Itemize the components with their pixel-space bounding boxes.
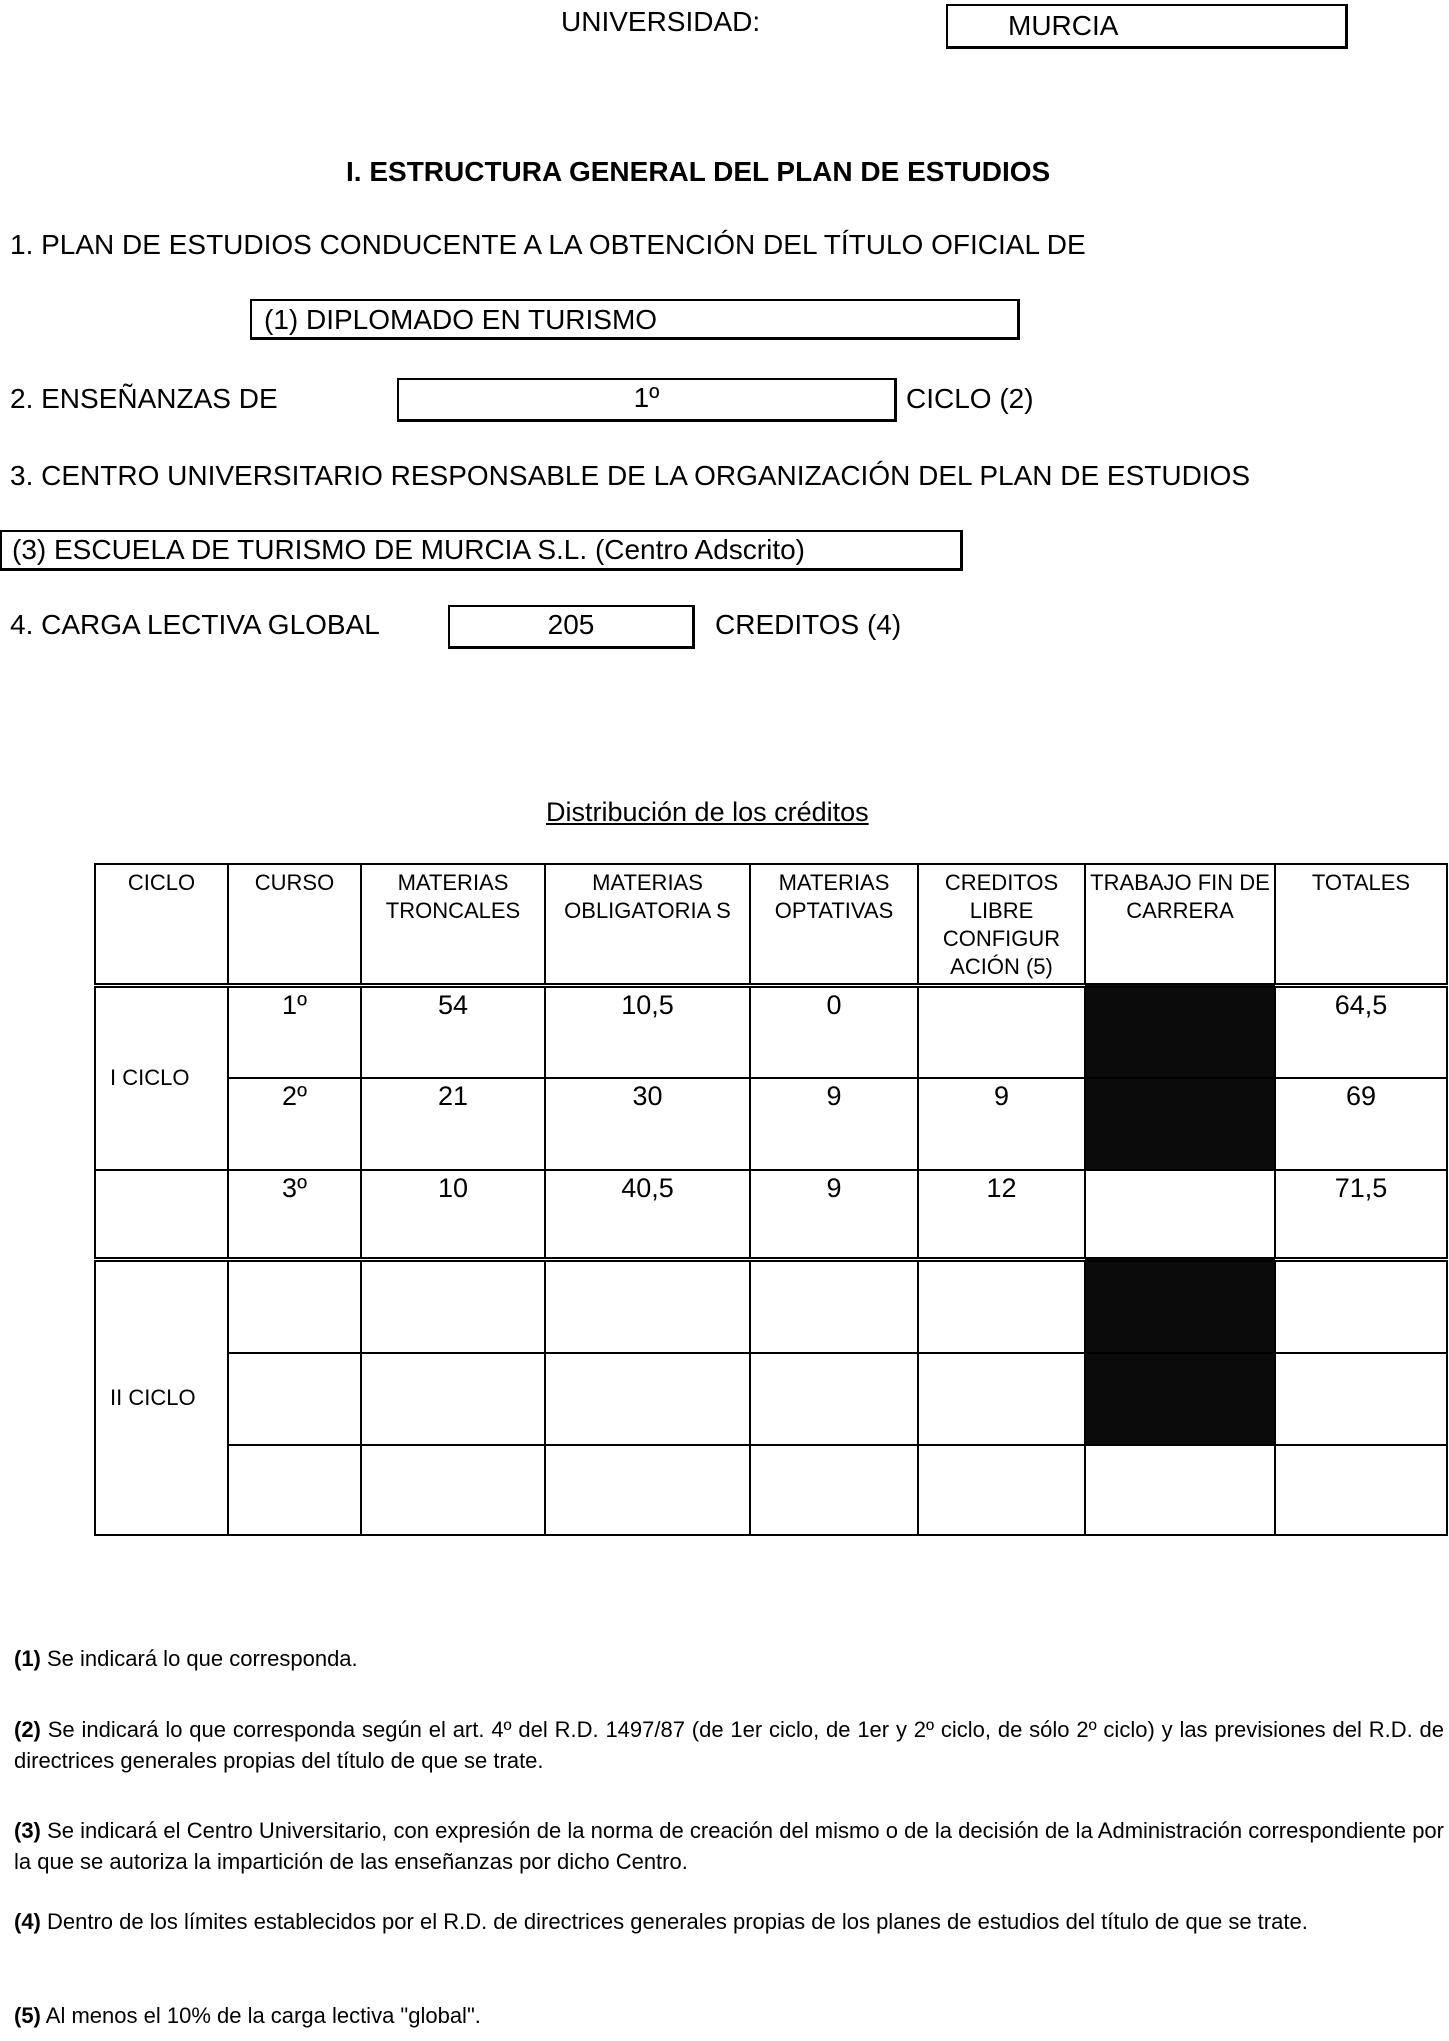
footnote-2: [14, 1714, 1444, 1776]
cell-trabajo: [1085, 1170, 1275, 1259]
cell-empty: [918, 1259, 1085, 1353]
footnote-2-text: Se indicará lo que corresponda según el art. 4º del R.D. 1497/87 (de 1er ciclo, de 1er y 2º ciclo, de sólo 2º ciclo) y las previsiones del R.D. de directrices generales propias del título de que se trate.: [14, 1717, 1444, 1773]
table-row: [95, 1353, 1447, 1445]
cell-trabajo-shaded: [1085, 1353, 1275, 1445]
cell-curso: 1º: [228, 985, 361, 1078]
header-trabajo-fin-carrera: TRABAJO FIN DE CARRERA: [1085, 864, 1275, 985]
centro-box: [0, 530, 963, 571]
item2-label: 2. ENSEÑANZAS DE: [10, 383, 278, 414]
cell-curso: 3º: [228, 1170, 361, 1259]
header-obligatorias: MATERIAS OBLIGATORIA S: [545, 864, 750, 985]
footnote-1-num: (1): [14, 1646, 41, 1671]
distribution-title: Distribución de los créditos: [546, 797, 869, 827]
cell-troncales: 54: [361, 985, 545, 1078]
cell-trabajo-shaded: [1085, 1078, 1275, 1170]
table-row: [95, 1170, 1447, 1259]
universidad-label: UNIVERSIDAD:: [561, 6, 761, 37]
cell-obligatorias: 10,5: [545, 985, 750, 1078]
cell-totales: 64,5: [1275, 985, 1447, 1078]
footnote-3-text: Se indicará el Centro Universitario, con expresión de la norma de creación del mismo o de la decisión de la Administración correspondiente por la que se autoriza la impartición de las enseñanzas por dicho Centro.: [14, 1818, 1444, 1874]
footnote-5-text: Al menos el 10% de la carga lectiva "global".: [40, 2003, 481, 2028]
footnote-2-num: (2): [14, 1717, 41, 1742]
cell-empty: [361, 1445, 545, 1535]
cell-ciclo-empty: [95, 1170, 228, 1259]
carga-box: [448, 605, 695, 649]
cell-empty: [545, 1445, 750, 1535]
header-troncales: MATERIAS TRONCALES: [361, 864, 545, 985]
cell-empty: [750, 1353, 918, 1445]
ciclo1-label: I CICLO: [95, 985, 228, 1170]
item2-suffix: CICLO (2): [906, 383, 1034, 414]
universidad-value-box: [946, 4, 1348, 49]
cell-empty: [361, 1353, 545, 1445]
table-row: [95, 985, 1447, 1078]
table-row: [95, 1259, 1447, 1353]
footnote-3-num: (3): [14, 1818, 41, 1843]
cell-empty: [545, 1259, 750, 1353]
table-row: [95, 1078, 1447, 1170]
cell-empty: [1275, 1353, 1447, 1445]
cell-obligatorias: 30: [545, 1078, 750, 1170]
cell-empty: [1085, 1445, 1275, 1535]
cell-optativas: 9: [750, 1170, 918, 1259]
cell-libre: 12: [918, 1170, 1085, 1259]
footnote-5: [14, 2000, 1444, 2031]
footnote-4-num: (4): [14, 1909, 41, 1934]
carga-value: 205: [547, 609, 595, 640]
cell-empty: [1275, 1445, 1447, 1535]
cell-empty: [918, 1353, 1085, 1445]
cell-totales: 71,5: [1275, 1170, 1447, 1259]
footnote-4-text: Dentro de los límites establecidos por el R.D. de directrices generales propias de los planes de estudios del título de que se trate.: [40, 1909, 1308, 1934]
table-header-row: [95, 864, 1447, 985]
cell-trabajo-shaded: [1085, 1259, 1275, 1353]
header-libre-configuracion: CREDITOS LIBRE CONFIGUR ACIÓN (5): [918, 864, 1085, 985]
footnote-3: [14, 1815, 1444, 1877]
cell-empty: [228, 1353, 361, 1445]
item1-label: 1. PLAN DE ESTUDIOS CONDUCENTE A LA OBTENCIÓN DEL TÍTULO OFICIAL DE: [10, 229, 1086, 260]
cell-empty: [545, 1353, 750, 1445]
header-curso: CURSO: [228, 864, 361, 985]
cell-optativas: 9: [750, 1078, 918, 1170]
footnote-5-num: (5): [14, 2003, 41, 2028]
cell-optativas: 0: [750, 985, 918, 1078]
cell-empty: [361, 1259, 545, 1353]
titulo-box: [250, 299, 1020, 340]
cell-libre: 9: [918, 1078, 1085, 1170]
cell-trabajo-shaded: [1085, 985, 1275, 1078]
header-ciclo: CICLO: [95, 864, 228, 985]
universidad-value: MURCIA: [1008, 10, 1119, 41]
footnote-4: [14, 1906, 1444, 1937]
cell-libre: [918, 985, 1085, 1078]
cell-empty: [918, 1445, 1085, 1535]
ciclo-value: 1º: [633, 382, 660, 413]
cell-troncales: 10: [361, 1170, 545, 1259]
item3-label: 3. CENTRO UNIVERSITARIO RESPONSABLE DE LA ORGANIZACIÓN DEL PLAN DE ESTUDIOS: [10, 460, 1251, 491]
header-totales: TOTALES: [1275, 864, 1447, 985]
item4-suffix: CREDITOS (4): [715, 609, 902, 640]
titulo-value: (1) DIPLOMADO EN TURISMO: [264, 304, 658, 335]
header-optativas: MATERIAS OPTATIVAS: [750, 864, 918, 985]
cell-obligatorias: 40,5: [545, 1170, 750, 1259]
footnote-1: [14, 1643, 1444, 1674]
cell-curso: 2º: [228, 1078, 361, 1170]
ciclo2-label: II CICLO: [95, 1259, 228, 1535]
cell-empty: [1275, 1259, 1447, 1353]
footnote-1-text: Se indicará lo que corresponda.: [40, 1646, 358, 1671]
ciclo-box: [397, 378, 897, 422]
cell-empty: [228, 1445, 361, 1535]
section-title: I. ESTRUCTURA GENERAL DEL PLAN DE ESTUDIOS: [346, 156, 1051, 187]
centro-value: (3) ESCUELA DE TURISMO DE MURCIA S.L. (Centro Adscrito): [12, 534, 806, 565]
cell-empty: [228, 1259, 361, 1353]
item4-label: 4. CARGA LECTIVA GLOBAL: [10, 609, 380, 640]
cell-empty: [750, 1445, 918, 1535]
cell-troncales: 21: [361, 1078, 545, 1170]
credits-table: [94, 863, 1448, 1536]
table-row: [95, 1445, 1447, 1535]
cell-empty: [750, 1259, 918, 1353]
cell-totales: 69: [1275, 1078, 1447, 1170]
